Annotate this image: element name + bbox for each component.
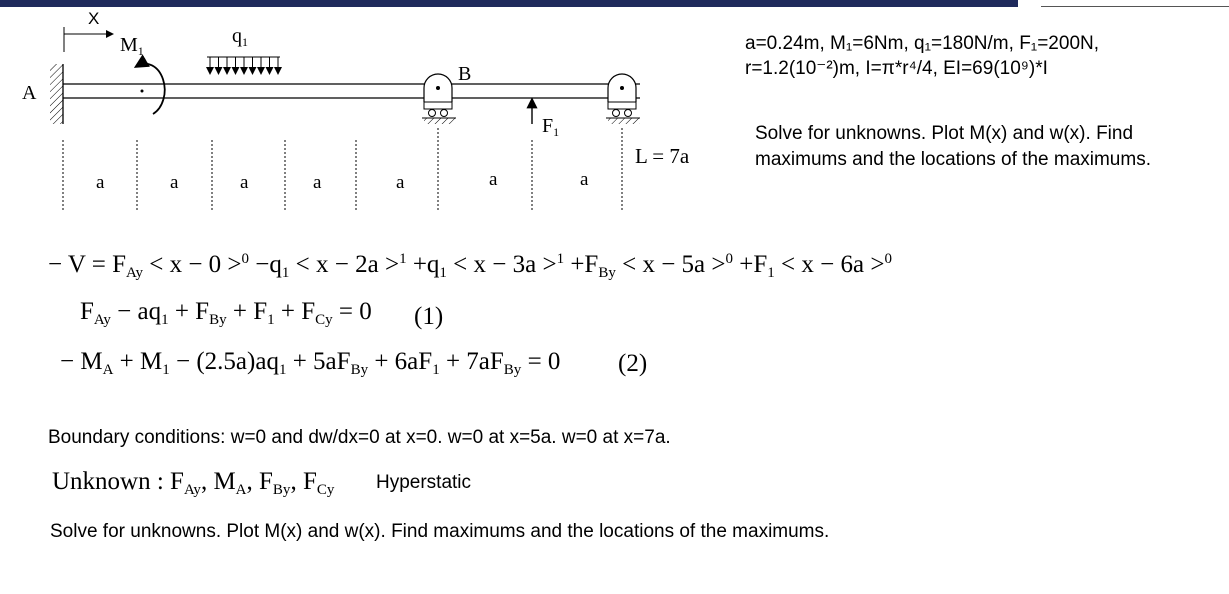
given-values: [745, 31, 1215, 81]
beam: [63, 84, 640, 98]
x-axis-arrow: [64, 27, 112, 52]
task-text-bottom: Solve for unknowns. Plot M(x) and w(x). Find maximums and the locations of the maximums.: [50, 521, 830, 542]
given-line-2: r=1.2(10⁻²)m, I=π*r⁴/4, EI=69(10⁹)*I: [745, 58, 1048, 79]
hyperstatic-label: Hyperstatic: [376, 472, 472, 493]
dimension-lines: [63, 128, 622, 212]
beam-diagram: [0, 0, 720, 230]
equation-1-number: (1): [414, 303, 444, 330]
segment-label: a: [240, 172, 249, 193]
moment-m1-label: $M_1$: [120, 34, 144, 58]
moment-m1-arrow: [137, 64, 165, 114]
boundary-conditions: Boundary conditions: w=0 and dw/dx=0 at x=0. w=0 at x=5a. w=0 at x=7a.: [48, 427, 671, 448]
support-b-label: B: [458, 63, 472, 85]
load-q1-label: $q_1$: [232, 25, 248, 49]
segment-label: a: [396, 172, 405, 193]
task-text-top: Solve for unknowns. Plot M(x) and w(x). Find maximums and the locations of the maximums.: [755, 123, 1151, 170]
segment-label: a: [580, 169, 589, 190]
distributed-load-q1: [207, 57, 280, 73]
equation-2-number: (2): [618, 350, 648, 377]
x-axis-label: X: [88, 9, 100, 28]
equilibrium-equation-2: − $M_A + M_1 - (2.5a)aq_1 + 5aF_{By} + 6aF_1 + 7aF_{By} = 0$: [60, 348, 561, 378]
force-f1-label: $F_1$: [542, 115, 560, 139]
header-rule: [1041, 6, 1229, 7]
pin-support-b: [422, 74, 456, 124]
given-line-1: a=0.24m, M₁=6Nm, q₁=180N/m, F₁=200N,: [745, 33, 1100, 54]
length-label: L = 7a: [635, 144, 690, 168]
segment-label: a: [170, 172, 179, 193]
shear-equation: − $V = F_{Ay} < x - 0 >^0 -q_1 < x - 2a >^1 +q_1 < x - 3a >^1 +F_{By} < x - 5a >^0 +F_1 < x - 6a >^0$: [48, 251, 892, 281]
fixed-support-a: [50, 64, 63, 124]
unknowns-line: Unknown : $F_{Ay}$, $M_A$, $F_{By}$, $F_{Cy}$: [52, 468, 335, 498]
equilibrium-equation-1: $F_{Ay} - aq_1 + F_{By} + F_1 + F_{Cy} = 0$: [80, 298, 372, 328]
support-a-label: A: [22, 82, 37, 104]
segment-label: a: [313, 172, 322, 193]
pin-support-c: [606, 74, 640, 124]
segment-label: a: [96, 172, 105, 193]
segment-label: a: [489, 169, 498, 190]
